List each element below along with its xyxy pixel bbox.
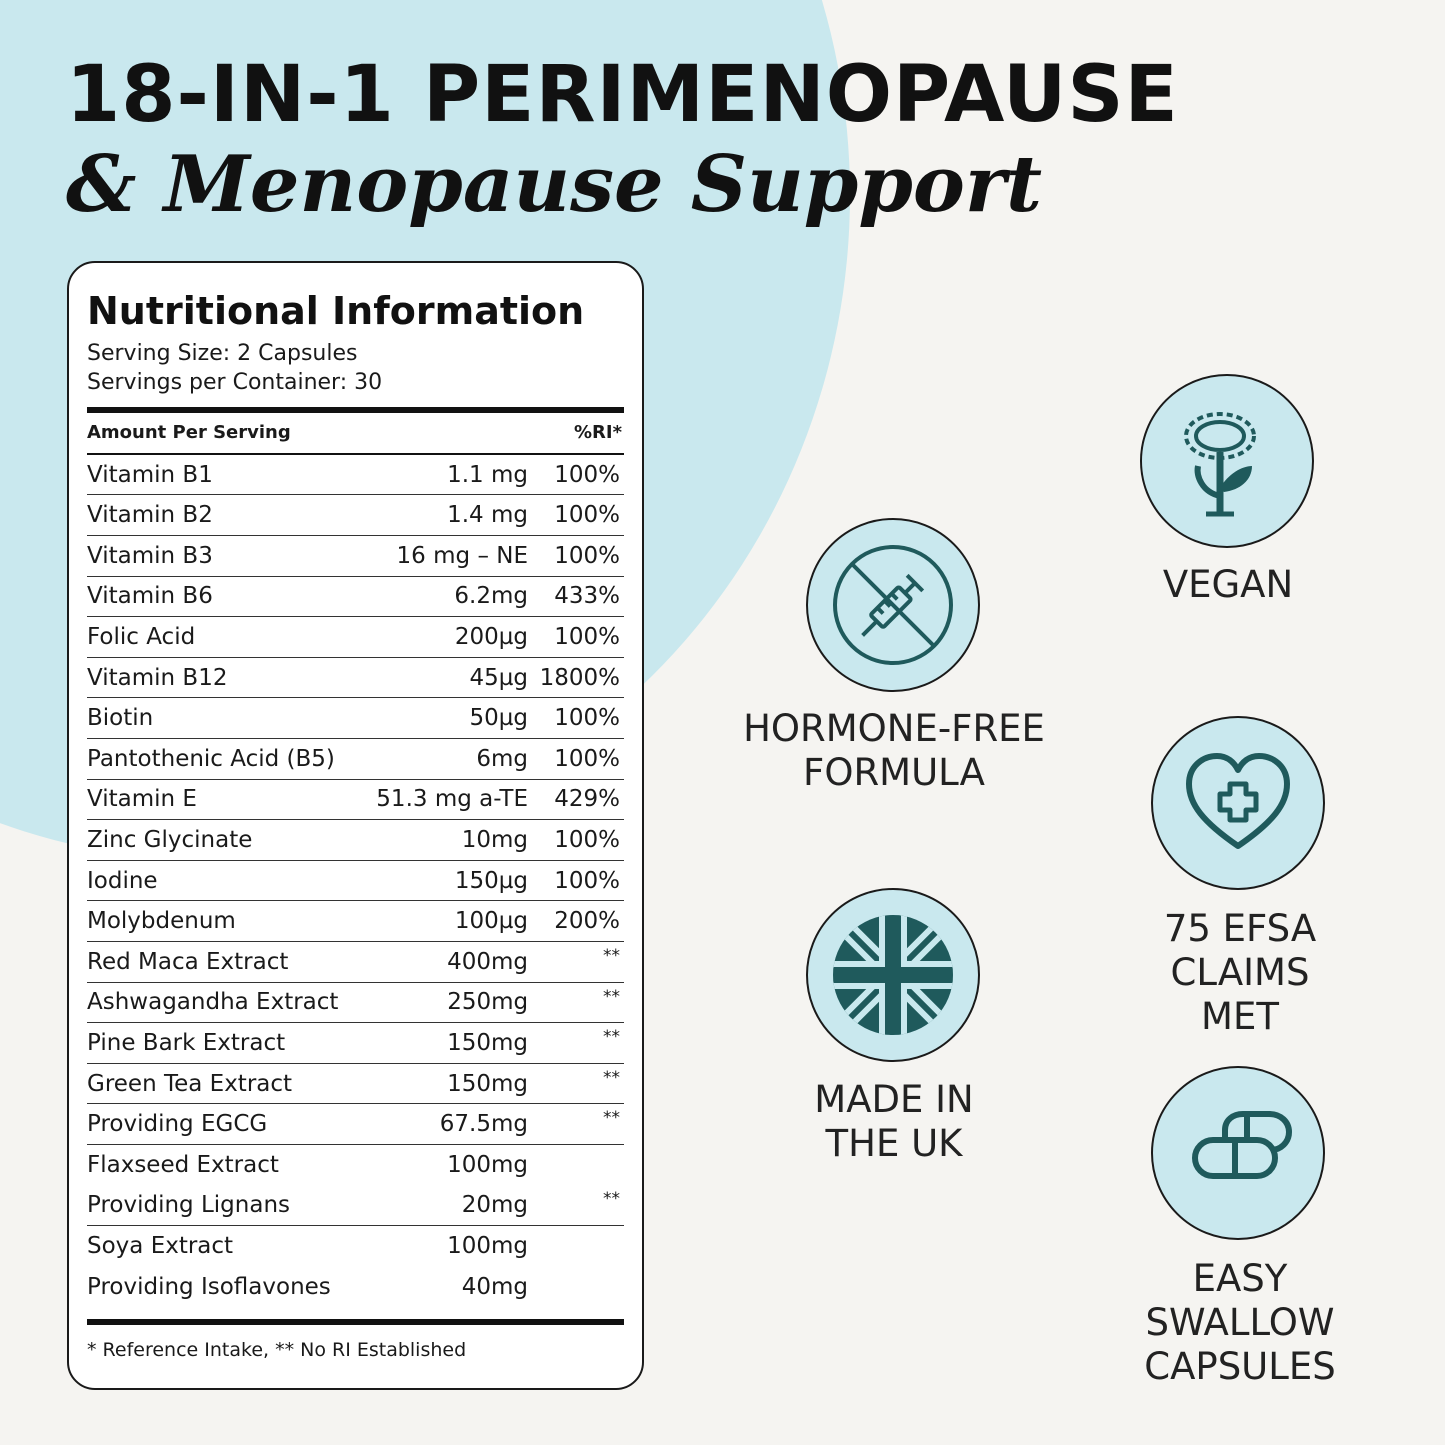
nutrient-ri: **: [603, 945, 620, 966]
nutrient-ri: 100%: [554, 623, 620, 650]
serving-size: Serving Size: 2 Capsules: [87, 340, 358, 366]
nutrient-name: Red Maca Extract: [87, 948, 289, 975]
table-header: [87, 413, 624, 455]
nutrient-ri: 100%: [554, 867, 620, 894]
nutrient-ri: **: [603, 986, 620, 1007]
nutrient-amount: 10mg: [461, 826, 528, 853]
nutrient-name: Providing EGCG: [87, 1111, 268, 1138]
table-row: [87, 942, 624, 983]
nutrient-ri: **: [603, 1027, 620, 1048]
panel-title: Nutritional Information: [87, 289, 585, 333]
page-title: 18-IN-1 PERIMENOPAUSE: [66, 50, 1179, 140]
sunflower-icon: [1162, 396, 1292, 526]
nutrient-amount: 51.3 mg a-TE: [376, 786, 528, 813]
nutrient-name: Biotin: [87, 705, 154, 732]
nutrient-name: Vitamin B2: [87, 502, 213, 529]
nutrition-panel: [67, 261, 644, 1390]
nutrient-amount: 1.1 mg: [447, 461, 528, 488]
made-in-uk-label: MADE IN THE UK: [814, 1078, 974, 1165]
nutrient-amount: 150µg: [454, 867, 528, 894]
nutrient-name: Molybdenum: [87, 908, 236, 935]
hormone-free-badge: [806, 518, 980, 692]
table-row: [87, 901, 624, 942]
table-row: [87, 577, 624, 618]
servings-per-container: Servings per Container: 30: [87, 369, 383, 395]
nutrient-ri: 100%: [554, 826, 620, 853]
serving-info: [87, 339, 624, 397]
table-row: [87, 1023, 624, 1064]
divider-thick-bottom: [87, 1319, 624, 1325]
table-row: [87, 739, 624, 780]
nutrient-name: Soya Extract: [87, 1233, 234, 1260]
table-row: [87, 495, 624, 536]
nutrient-amount: 6.2mg: [454, 583, 528, 610]
page-subtitle: & Menopause Support: [66, 139, 1043, 230]
nutrient-name: Pine Bark Extract: [87, 1029, 286, 1056]
table-row: [87, 1267, 624, 1308]
efsa-label: 75 EFSA CLAIMS MET: [1163, 907, 1317, 1038]
table-row: [87, 983, 624, 1024]
nutrient-amount: 20mg: [461, 1192, 528, 1219]
table-row: [87, 1064, 624, 1105]
nutrient-name: Iodine: [87, 867, 158, 894]
nutrient-amount: 100µg: [454, 908, 528, 935]
made-in-uk-badge: [806, 888, 980, 1062]
nutrient-amount: 6mg: [476, 745, 528, 772]
nutrient-name: Folic Acid: [87, 623, 196, 650]
table-row: [87, 820, 624, 861]
nutrient-name: Providing Isoflavones: [87, 1273, 331, 1300]
nutrient-amount: 200µg: [454, 623, 528, 650]
nutrient-amount: 250mg: [447, 989, 529, 1016]
table-row: [87, 536, 624, 577]
nutrient-name: Pantothenic Acid (B5): [87, 745, 335, 772]
union-jack-icon: [828, 910, 958, 1040]
nutrient-amount: 100mg: [447, 1152, 528, 1179]
nutrient-amount: 16 mg – NE: [396, 542, 528, 569]
nutrient-amount: 150mg: [447, 1029, 528, 1056]
table-row: [87, 617, 624, 658]
nutrient-ri: 100%: [554, 745, 620, 772]
nutrient-ri: 100%: [554, 542, 620, 569]
nutrient-name: Vitamin B12: [87, 664, 228, 691]
table-row: [87, 861, 624, 902]
nutrient-name: Vitamin B3: [87, 542, 213, 569]
nutrient-ri: 1800%: [539, 664, 620, 691]
nutrient-ri: 100%: [554, 461, 620, 488]
capsules-icon: [1173, 1088, 1303, 1218]
header-amount-per-serving: Amount Per Serving: [87, 422, 291, 444]
heart-plus-icon: [1173, 738, 1303, 868]
nutrient-name: Zinc Glycinate: [87, 826, 253, 853]
nutrient-name: Providing Lignans: [87, 1192, 291, 1219]
table-row: [87, 1145, 624, 1186]
efsa-badge: [1151, 716, 1325, 890]
nutrient-ri: 429%: [554, 786, 620, 813]
nutrient-ri: **: [603, 1189, 620, 1210]
nutrient-ri: 200%: [554, 908, 620, 935]
nutrient-ri: **: [603, 1067, 620, 1088]
hormone-free-label: HORMONE-FREE FORMULA: [743, 707, 1045, 794]
nutrient-name: Vitamin B6: [87, 583, 213, 610]
nutrient-amount: 50µg: [469, 705, 528, 732]
capsules-badge: [1151, 1066, 1325, 1240]
nutrient-amount: 67.5mg: [439, 1111, 528, 1138]
vegan-badge: [1140, 374, 1314, 548]
nutrient-name: Vitamin B1: [87, 461, 213, 488]
nutrient-ri: 100%: [554, 502, 620, 529]
nutrient-ri: 100%: [554, 705, 620, 732]
nutrient-amount: 100mg: [447, 1233, 528, 1260]
nutrient-name: Vitamin E: [87, 786, 197, 813]
footnote: * Reference Intake, ** No RI Established: [87, 1339, 467, 1362]
nutrient-name: Ashwagandha Extract: [87, 989, 339, 1016]
nutrient-ri: 433%: [554, 583, 620, 610]
table-row: [87, 1104, 624, 1145]
nutrient-amount: 1.4 mg: [447, 502, 528, 529]
table-row: [87, 698, 624, 739]
nutrient-amount: 150mg: [447, 1070, 528, 1097]
nutrient-name: Green Tea Extract: [87, 1070, 293, 1097]
table-row: [87, 658, 624, 699]
nutrient-amount: 45µg: [469, 664, 528, 691]
nutrient-table: [87, 455, 624, 1307]
table-row: [87, 1185, 624, 1226]
no-syringe-icon: [828, 540, 958, 670]
nutrient-name: Flaxseed Extract: [87, 1152, 279, 1179]
table-row: [87, 455, 624, 496]
nutrient-ri: **: [603, 1108, 620, 1129]
capsules-label: EASY SWALLOW CAPSULES: [1144, 1257, 1336, 1388]
nutrient-amount: 40mg: [461, 1273, 528, 1300]
nutrient-amount: 400mg: [447, 948, 528, 975]
table-row: [87, 780, 624, 821]
vegan-label: VEGAN: [1162, 563, 1294, 606]
header-ri: %RI*: [573, 422, 622, 444]
table-row: [87, 1226, 624, 1267]
